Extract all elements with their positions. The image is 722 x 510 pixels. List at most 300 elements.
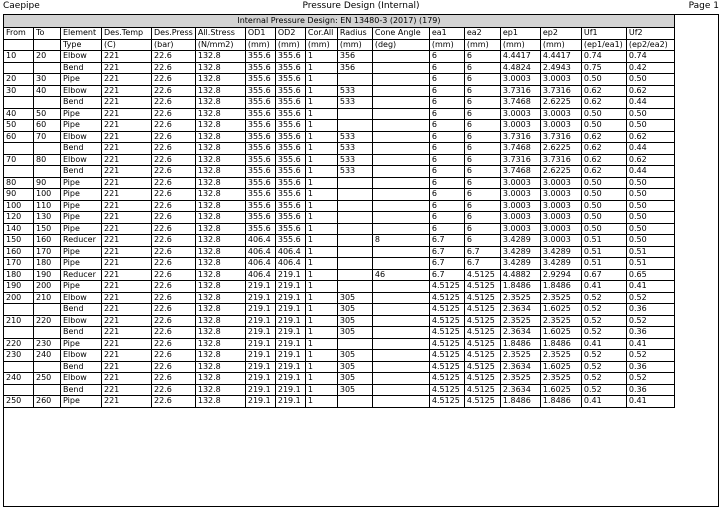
cell-element-type: Elbow xyxy=(61,51,102,63)
cell-ea1: 4.5125 xyxy=(429,396,464,408)
cell-uf1: 0.50 xyxy=(581,108,626,120)
cell-from: 60 xyxy=(4,131,34,143)
cell-od2: 355.6 xyxy=(275,177,305,189)
cell-des-press: 22.6 xyxy=(152,373,196,385)
cell-ea2: 4.5125 xyxy=(464,373,500,385)
column-header-radius: Radius xyxy=(337,28,372,40)
cell-ep2: 3.7316 xyxy=(540,154,581,166)
cell-from: 240 xyxy=(4,373,34,385)
cell-radius xyxy=(337,189,372,201)
cell-od1: 219.1 xyxy=(245,396,275,408)
cell-des-press: 22.6 xyxy=(152,97,196,109)
column-header-uf1: (ep1/ea1) xyxy=(581,39,626,51)
cell-from: 10 xyxy=(4,51,34,63)
cell-cor-all: 1 xyxy=(305,166,337,178)
cell-des-temp: 221 xyxy=(102,177,152,189)
cell-ea1: 4.5125 xyxy=(429,384,464,396)
cell-all-stress: 132.8 xyxy=(195,269,245,281)
cell-ea2: 6 xyxy=(464,62,500,74)
column-header-ep2: ep2 xyxy=(540,28,581,40)
cell-to: 240 xyxy=(34,350,61,362)
cell-des-press: 22.6 xyxy=(152,143,196,155)
cell-ep2: 1.8486 xyxy=(540,338,581,350)
column-header-ea1: ea1 xyxy=(429,28,464,40)
cell-ea2: 6 xyxy=(464,97,500,109)
cell-uf1: 0.52 xyxy=(581,384,626,396)
cell-ep2: 3.0003 xyxy=(540,177,581,189)
cell-from xyxy=(4,361,34,373)
column-header-from: From xyxy=(4,28,34,40)
cell-to: 40 xyxy=(34,85,61,97)
cell-des-temp: 221 xyxy=(102,108,152,120)
cell-uf1: 0.52 xyxy=(581,304,626,316)
cell-des-temp: 221 xyxy=(102,281,152,293)
cell-ep1: 3.7468 xyxy=(500,97,540,109)
cell-od2: 355.6 xyxy=(275,143,305,155)
cell-uf1: 0.67 xyxy=(581,269,626,281)
cell-all-stress: 132.8 xyxy=(195,338,245,350)
cell-from xyxy=(4,327,34,339)
cell-od1: 219.1 xyxy=(245,384,275,396)
cell-des-temp: 221 xyxy=(102,166,152,178)
cell-ea1: 6 xyxy=(429,177,464,189)
cell-ea1: 6 xyxy=(429,108,464,120)
cell-uf2: 0.51 xyxy=(626,246,674,258)
cell-uf2: 0.51 xyxy=(626,258,674,270)
cell-des-temp: 221 xyxy=(102,189,152,201)
page-header xyxy=(0,0,722,14)
cell-element-type: Pipe xyxy=(61,246,102,258)
cell-od2: 219.1 xyxy=(275,338,305,350)
cell-element-type: Elbow xyxy=(61,154,102,166)
cell-uf1: 0.52 xyxy=(581,361,626,373)
cell-to: 80 xyxy=(34,154,61,166)
cell-from xyxy=(4,62,34,74)
cell-ea2: 6 xyxy=(464,74,500,86)
cell-radius: 356 xyxy=(337,51,372,63)
cell-ep1: 3.7316 xyxy=(500,85,540,97)
cell-to: 170 xyxy=(34,246,61,258)
table-row xyxy=(4,384,675,396)
cell-all-stress: 132.8 xyxy=(195,292,245,304)
cell-ea1: 4.5125 xyxy=(429,350,464,362)
cell-from: 230 xyxy=(4,350,34,362)
cell-des-temp: 221 xyxy=(102,315,152,327)
cell-cor-all: 1 xyxy=(305,74,337,86)
cell-des-press: 22.6 xyxy=(152,396,196,408)
cell-od1: 355.6 xyxy=(245,166,275,178)
cell-ep1: 3.0003 xyxy=(500,212,540,224)
cell-cor-all: 1 xyxy=(305,51,337,63)
cell-cor-all: 1 xyxy=(305,120,337,132)
cell-des-press: 22.6 xyxy=(152,292,196,304)
cell-uf2: 0.36 xyxy=(626,304,674,316)
cell-cone-angle xyxy=(372,350,429,362)
cell-radius: 305 xyxy=(337,373,372,385)
cell-element-type: Pipe xyxy=(61,74,102,86)
cell-od2: 355.6 xyxy=(275,235,305,247)
cell-to: 70 xyxy=(34,131,61,143)
cell-cor-all: 1 xyxy=(305,396,337,408)
table-row xyxy=(4,223,675,235)
cell-radius: 305 xyxy=(337,292,372,304)
cell-radius: 533 xyxy=(337,154,372,166)
cell-uf2: 0.41 xyxy=(626,281,674,293)
table-body xyxy=(4,51,675,408)
cell-element-type: Pipe xyxy=(61,189,102,201)
cell-to: 100 xyxy=(34,189,61,201)
cell-radius: 305 xyxy=(337,350,372,362)
table-row xyxy=(4,269,675,281)
cell-radius: 533 xyxy=(337,85,372,97)
cell-radius xyxy=(337,177,372,189)
cell-uf1: 0.51 xyxy=(581,258,626,270)
cell-cor-all: 1 xyxy=(305,384,337,396)
cell-ea1: 6 xyxy=(429,223,464,235)
cell-des-press: 22.6 xyxy=(152,338,196,350)
cell-all-stress: 132.8 xyxy=(195,315,245,327)
cell-cone-angle xyxy=(372,396,429,408)
cell-ep2: 1.6025 xyxy=(540,304,581,316)
cell-ea1: 4.5125 xyxy=(429,373,464,385)
table-row xyxy=(4,212,675,224)
cell-element-type: Pipe xyxy=(61,108,102,120)
cell-ea1: 6 xyxy=(429,143,464,155)
column-header-cor-all: Cor.All xyxy=(305,28,337,40)
cell-cor-all: 1 xyxy=(305,292,337,304)
cell-des-temp: 221 xyxy=(102,154,152,166)
cell-ep1: 3.4289 xyxy=(500,235,540,247)
cell-od2: 355.6 xyxy=(275,108,305,120)
cell-element-type: Elbow xyxy=(61,292,102,304)
cell-od2: 355.6 xyxy=(275,85,305,97)
cell-od2: 355.6 xyxy=(275,131,305,143)
cell-to: 20 xyxy=(34,51,61,63)
cell-od1: 355.6 xyxy=(245,143,275,155)
cell-od2: 219.1 xyxy=(275,361,305,373)
cell-element-type: Pipe xyxy=(61,338,102,350)
cell-cor-all: 1 xyxy=(305,200,337,212)
cell-od1: 406.4 xyxy=(245,269,275,281)
column-header-od1: (mm) xyxy=(245,39,275,51)
cell-uf1: 0.52 xyxy=(581,373,626,385)
table-row xyxy=(4,177,675,189)
cell-ep1: 2.3634 xyxy=(500,327,540,339)
column-header-des-press: (bar) xyxy=(152,39,196,51)
cell-des-temp: 221 xyxy=(102,327,152,339)
column-header-uf2: Uf2 xyxy=(626,28,674,40)
cell-all-stress: 132.8 xyxy=(195,143,245,155)
cell-od1: 406.4 xyxy=(245,246,275,258)
table-row xyxy=(4,143,675,155)
cell-cone-angle xyxy=(372,177,429,189)
cell-element-type: Elbow xyxy=(61,350,102,362)
cell-element-type: Pipe xyxy=(61,223,102,235)
cell-to xyxy=(34,62,61,74)
cell-des-temp: 221 xyxy=(102,85,152,97)
cell-cor-all: 1 xyxy=(305,235,337,247)
cell-element-type: Bend xyxy=(61,97,102,109)
cell-cone-angle xyxy=(372,85,429,97)
column-header-cone-angle: (deg) xyxy=(372,39,429,51)
cell-des-press: 22.6 xyxy=(152,350,196,362)
cell-ep1: 2.3525 xyxy=(500,315,540,327)
cell-des-temp: 221 xyxy=(102,97,152,109)
cell-ep2: 3.7316 xyxy=(540,131,581,143)
cell-ea1: 4.5125 xyxy=(429,281,464,293)
cell-od1: 355.6 xyxy=(245,223,275,235)
cell-all-stress: 132.8 xyxy=(195,327,245,339)
cell-des-temp: 221 xyxy=(102,258,152,270)
cell-ea1: 4.5125 xyxy=(429,338,464,350)
cell-all-stress: 132.8 xyxy=(195,200,245,212)
column-header-od2: OD2 xyxy=(275,28,305,40)
cell-all-stress: 132.8 xyxy=(195,74,245,86)
column-header-ep2: (mm) xyxy=(540,39,581,51)
cell-radius: 305 xyxy=(337,327,372,339)
cell-to: 90 xyxy=(34,177,61,189)
cell-cone-angle xyxy=(372,120,429,132)
cell-ep1: 1.8486 xyxy=(500,338,540,350)
cell-cor-all: 1 xyxy=(305,350,337,362)
column-header-des-temp: Des.Temp xyxy=(102,28,152,40)
cell-to: 230 xyxy=(34,338,61,350)
cell-od2: 219.1 xyxy=(275,315,305,327)
cell-ea2: 4.5125 xyxy=(464,281,500,293)
cell-uf2: 0.42 xyxy=(626,62,674,74)
table-row xyxy=(4,373,675,385)
cell-od1: 355.6 xyxy=(245,189,275,201)
cell-all-stress: 132.8 xyxy=(195,304,245,316)
cell-uf1: 0.74 xyxy=(581,51,626,63)
cell-od2: 219.1 xyxy=(275,281,305,293)
cell-all-stress: 132.8 xyxy=(195,166,245,178)
cell-element-type: Elbow xyxy=(61,315,102,327)
cell-uf2: 0.41 xyxy=(626,396,674,408)
cell-ep1: 4.4824 xyxy=(500,62,540,74)
cell-cor-all: 1 xyxy=(305,154,337,166)
cell-ep2: 3.0003 xyxy=(540,223,581,235)
cell-ep1: 3.0003 xyxy=(500,177,540,189)
cell-ea2: 6 xyxy=(464,189,500,201)
cell-cone-angle xyxy=(372,166,429,178)
cell-from xyxy=(4,166,34,178)
cell-od2: 219.1 xyxy=(275,304,305,316)
cell-all-stress: 132.8 xyxy=(195,384,245,396)
cell-od2: 219.1 xyxy=(275,384,305,396)
column-header-element-type: Type xyxy=(61,39,102,51)
cell-ea2: 6 xyxy=(464,51,500,63)
cell-des-press: 22.6 xyxy=(152,74,196,86)
cell-od2: 219.1 xyxy=(275,350,305,362)
cell-des-temp: 221 xyxy=(102,200,152,212)
cell-cor-all: 1 xyxy=(305,223,337,235)
cell-from: 90 xyxy=(4,189,34,201)
cell-ep1: 3.0003 xyxy=(500,223,540,235)
cell-from: 140 xyxy=(4,223,34,235)
cell-od2: 355.6 xyxy=(275,120,305,132)
cell-radius xyxy=(337,74,372,86)
cell-uf1: 0.41 xyxy=(581,396,626,408)
cell-uf1: 0.62 xyxy=(581,166,626,178)
cell-ea1: 6 xyxy=(429,212,464,224)
cell-cor-all: 1 xyxy=(305,315,337,327)
cell-element-type: Bend xyxy=(61,384,102,396)
cell-des-temp: 221 xyxy=(102,361,152,373)
cell-uf1: 0.50 xyxy=(581,74,626,86)
cell-uf1: 0.62 xyxy=(581,143,626,155)
cell-cor-all: 1 xyxy=(305,62,337,74)
table-row xyxy=(4,350,675,362)
column-header-ea1: (mm) xyxy=(429,39,464,51)
cell-uf1: 0.41 xyxy=(581,338,626,350)
column-header-cone-angle: Cone Angle xyxy=(372,28,429,40)
table-row xyxy=(4,74,675,86)
cell-ea1: 6 xyxy=(429,154,464,166)
cell-ep1: 3.0003 xyxy=(500,120,540,132)
cell-des-press: 22.6 xyxy=(152,304,196,316)
cell-ea1: 6 xyxy=(429,85,464,97)
column-header-ep1: (mm) xyxy=(500,39,540,51)
cell-from: 170 xyxy=(4,258,34,270)
table-row xyxy=(4,304,675,316)
cell-od1: 355.6 xyxy=(245,212,275,224)
cell-uf1: 0.50 xyxy=(581,120,626,132)
cell-des-press: 22.6 xyxy=(152,235,196,247)
cell-all-stress: 132.8 xyxy=(195,223,245,235)
cell-to: 50 xyxy=(34,108,61,120)
cell-des-temp: 221 xyxy=(102,292,152,304)
table-banner: Internal Pressure Design: EN 13480-3 (2017) (179) xyxy=(4,15,675,28)
cell-to xyxy=(34,304,61,316)
cell-des-press: 22.6 xyxy=(152,62,196,74)
cell-from: 250 xyxy=(4,396,34,408)
cell-all-stress: 132.8 xyxy=(195,373,245,385)
cell-all-stress: 132.8 xyxy=(195,258,245,270)
cell-radius: 305 xyxy=(337,304,372,316)
cell-ea1: 4.5125 xyxy=(429,327,464,339)
cell-element-type: Pipe xyxy=(61,212,102,224)
cell-ep1: 1.8486 xyxy=(500,281,540,293)
table-row xyxy=(4,62,675,74)
cell-od1: 219.1 xyxy=(245,327,275,339)
cell-uf1: 0.50 xyxy=(581,189,626,201)
cell-uf2: 0.44 xyxy=(626,143,674,155)
cell-des-press: 22.6 xyxy=(152,166,196,178)
cell-ep2: 3.0003 xyxy=(540,108,581,120)
table-row xyxy=(4,108,675,120)
cell-des-temp: 221 xyxy=(102,120,152,132)
cell-des-press: 22.6 xyxy=(152,246,196,258)
cell-ea2: 4.5125 xyxy=(464,327,500,339)
cell-ea1: 6.7 xyxy=(429,235,464,247)
cell-radius xyxy=(337,200,372,212)
cell-cone-angle: 46 xyxy=(372,269,429,281)
cell-des-temp: 221 xyxy=(102,62,152,74)
cell-cone-angle xyxy=(372,143,429,155)
cell-cor-all: 1 xyxy=(305,361,337,373)
table-row xyxy=(4,166,675,178)
cell-des-temp: 221 xyxy=(102,304,152,316)
cell-od1: 355.6 xyxy=(245,120,275,132)
column-header-to: To xyxy=(34,28,61,40)
cell-od2: 219.1 xyxy=(275,373,305,385)
cell-radius xyxy=(337,281,372,293)
cell-element-type: Elbow xyxy=(61,373,102,385)
cell-all-stress: 132.8 xyxy=(195,51,245,63)
cell-ea1: 6 xyxy=(429,131,464,143)
cell-des-press: 22.6 xyxy=(152,108,196,120)
cell-ea1: 6 xyxy=(429,120,464,132)
cell-element-type: Reducer xyxy=(61,269,102,281)
cell-ea2: 6 xyxy=(464,131,500,143)
cell-radius: 305 xyxy=(337,361,372,373)
cell-uf2: 0.41 xyxy=(626,338,674,350)
cell-ea2: 6 xyxy=(464,177,500,189)
cell-ep2: 1.6025 xyxy=(540,327,581,339)
cell-ea1: 4.5125 xyxy=(429,315,464,327)
cell-uf2: 0.50 xyxy=(626,120,674,132)
cell-ea2: 4.5125 xyxy=(464,292,500,304)
cell-ea2: 4.5125 xyxy=(464,315,500,327)
cell-cor-all: 1 xyxy=(305,269,337,281)
cell-ep2: 2.6225 xyxy=(540,166,581,178)
cell-od1: 219.1 xyxy=(245,281,275,293)
column-header-all-stress: (N/mm2) xyxy=(195,39,245,51)
cell-ep2: 3.7316 xyxy=(540,85,581,97)
cell-radius: 356 xyxy=(337,62,372,74)
cell-od2: 355.6 xyxy=(275,223,305,235)
cell-des-press: 22.6 xyxy=(152,281,196,293)
table-row xyxy=(4,120,675,132)
cell-ea1: 6 xyxy=(429,166,464,178)
cell-ep1: 1.8486 xyxy=(500,396,540,408)
cell-od1: 219.1 xyxy=(245,361,275,373)
cell-ep2: 1.8486 xyxy=(540,281,581,293)
cell-des-press: 22.6 xyxy=(152,315,196,327)
cell-element-type: Pipe xyxy=(61,177,102,189)
cell-element-type: Elbow xyxy=(61,85,102,97)
cell-cor-all: 1 xyxy=(305,85,337,97)
cell-ea2: 6.7 xyxy=(464,258,500,270)
cell-radius xyxy=(337,396,372,408)
cell-cone-angle xyxy=(372,258,429,270)
cell-uf1: 0.52 xyxy=(581,292,626,304)
cell-des-temp: 221 xyxy=(102,384,152,396)
cell-uf2: 0.62 xyxy=(626,85,674,97)
cell-cone-angle xyxy=(372,51,429,63)
cell-to xyxy=(34,327,61,339)
table-row xyxy=(4,200,675,212)
cell-to: 60 xyxy=(34,120,61,132)
cell-cor-all: 1 xyxy=(305,327,337,339)
cell-radius xyxy=(337,235,372,247)
cell-from: 180 xyxy=(4,269,34,281)
cell-cone-angle xyxy=(372,315,429,327)
table-row xyxy=(4,85,675,97)
cell-to: 220 xyxy=(34,315,61,327)
cell-ep1: 4.4882 xyxy=(500,269,540,281)
cell-ea1: 6 xyxy=(429,200,464,212)
cell-cone-angle xyxy=(372,62,429,74)
cell-od1: 355.6 xyxy=(245,154,275,166)
cell-all-stress: 132.8 xyxy=(195,97,245,109)
cell-ep2: 1.6025 xyxy=(540,384,581,396)
cell-od2: 406.4 xyxy=(275,246,305,258)
cell-ea1: 4.5125 xyxy=(429,361,464,373)
cell-cone-angle xyxy=(372,74,429,86)
cell-des-press: 22.6 xyxy=(152,177,196,189)
